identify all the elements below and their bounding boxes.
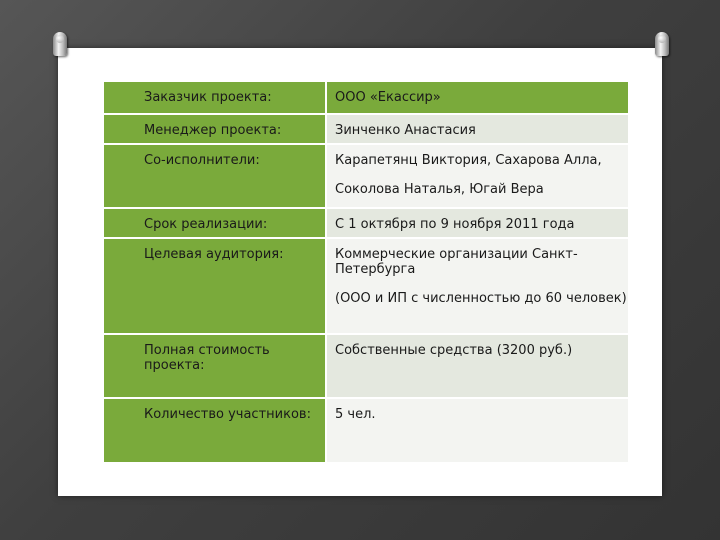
row-value (326, 144, 628, 208)
table-row (104, 398, 628, 462)
value-line: С 1 октября по 9 ноября 2011 года (335, 217, 575, 232)
row-label: Срок реализации: (104, 208, 326, 238)
table-row (104, 208, 628, 238)
table-row (104, 144, 628, 208)
value-line: 5 чел. (335, 407, 376, 422)
table-row (104, 238, 628, 334)
value-line: Зинченко Анастасия (335, 123, 476, 138)
pushpin-icon (53, 32, 67, 56)
value-line: Собственные средства (3200 руб.) (335, 343, 573, 358)
row-value (326, 238, 628, 334)
row-value (326, 334, 628, 398)
row-label: Полная стоимость проекта: (104, 334, 326, 398)
value-line: Соколова Наталья, Югай Вера (335, 182, 544, 197)
project-info-table (104, 82, 628, 462)
row-label: Менеджер проекта: (104, 114, 326, 144)
table-row (104, 334, 628, 398)
value-line: (ООО и ИП с численностью до 60 человек) (335, 291, 627, 306)
row-label: Заказчик проекта: (104, 82, 326, 114)
table-row (104, 114, 628, 144)
row-label: Со-исполнители: (104, 144, 326, 208)
row-label: Целевая аудитория: (104, 238, 326, 334)
row-value (326, 82, 628, 114)
row-label: Количество участников: (104, 398, 326, 462)
row-value (326, 208, 628, 238)
row-value (326, 398, 628, 462)
pushpin-icon (655, 32, 669, 56)
table-row (104, 82, 628, 114)
value-line: ООО «Екассир» (335, 90, 441, 105)
value-line: Коммерческие организации Санкт- Петербурга (335, 247, 578, 277)
row-value (326, 114, 628, 144)
value-line: Карапетянц Виктория, Сахарова Алла, (335, 153, 602, 168)
